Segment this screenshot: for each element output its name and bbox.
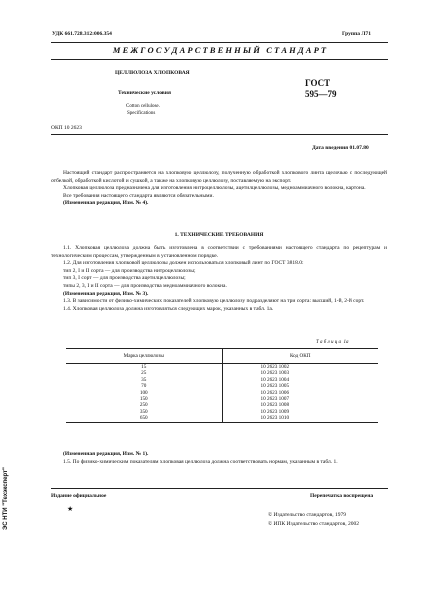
linter-type-1: тип 2, I и II сорта — для производства нитроцеллюлозы; [63,267,196,274]
table-cell-okp: 10 2623 1010 [222,415,378,422]
copyright-2002: © ИПК Издательство стандартов, 2002 [268,521,359,527]
section-1-body [51,245,387,313]
clause-1-1: 1.1. Хлопковая целлюлоза должна быть изготовлена в соответствии с требованиями настоящего стандарта по рецептурам и технологическим процессам, утвержденным в установленном порядке. [51,245,387,259]
clause-1-5: 1.5. По физико-химическим показателям хлопковая целлюлоза должна соответствовать нормам, указанным в табл. 1. [63,458,338,465]
table-cell-okp: 10 2623 1002 [260,364,290,370]
banner-rule [51,59,388,60]
okp-rule [51,134,388,135]
star-icon: ★ [67,505,74,513]
linter-type-2: тип 3, I сорт — для производства ацетилцеллюлозы; [63,275,186,282]
gost-number: 595—79 [305,89,337,99]
copyright-1979: © Издательство стандартов, 1979 [268,512,346,518]
clause-1-2: 1.2. Для изготовления хлопковой целлюлозы должен использоваться хлопковый линт по ГОСТ 3818.0: [63,260,304,267]
table-cell-grade: 15 [66,364,222,371]
table-1a [66,348,378,423]
table-edition-note: (Измененная редакция, Изм. № 1). [63,451,149,457]
effective-date-label: Дата введения [312,145,349,151]
table-cell-grade: 25 [66,370,222,376]
table-cell-okp: 10 2623 1009 [260,408,290,415]
table-header-grade: Марка целлюлозы [66,349,222,364]
table-cell-okp: 10 2623 1003 [260,370,290,377]
section-1-edition-note: (Измененная редакция, Изм. № 3). [63,290,149,297]
reprint-notice: Перепечатка воспрещена [310,493,374,499]
official-edition: Издание официальное [51,493,107,499]
english-title-2: Specifications [127,111,156,116]
table-row [66,364,378,371]
table-cell-grade: 150 [66,396,222,402]
table-header-okp-code: Код ОКП [222,349,378,364]
table-label: Т а б л и ц а 1а [316,340,349,345]
table-cell-grade: 35 [66,377,222,383]
table-header-row [66,349,378,364]
document-title: ЦЕЛЛЮЛОЗА ХЛОПКОВАЯ [115,70,190,76]
table-cell-grade: 350 [66,409,222,415]
table-cell-okp: 10 2623 1006 [260,389,290,396]
section-1-title: 1. ТЕХНИЧЕСКИЕ ТРЕБОВАНИЯ [174,232,264,238]
table-cell-okp: 10 2623 1004 [260,376,290,383]
standard-banner: М Е Ж Г О С У Д А Р С Т В Е Н Н Ы Й С Т А Н Д А Р Т [112,45,327,55]
group-code: Группа Л71 [342,31,371,37]
table-cell-grade: 70 [66,383,222,389]
table-row [66,415,378,422]
clause-1-3: 1.3. В зависимости от физико-химических показателей хлопковую целлюлозу подразделяют на три сорта: высший, 1-й, 2-й сорт. [63,298,365,305]
table-cell-okp: 10 2623 1008 [260,402,290,409]
footer-rule [51,488,388,489]
udk-code: УДК 661.728.312:006.354 [52,31,112,37]
intro-paragraph-1: Настоящий стандарт распространяется на хлопковую целлюлозу, полученную обработкой хлопкового линта щелочью с последующей отбелкой, обработкой кислотой и сушкой, а также на хлопковую целлюлозу, поставляемую на экспорт. [51,170,387,184]
intro-edition-note: (Измененная редакция, Изм. № 4). [63,200,149,207]
table-cell-grade: 650 [66,415,222,422]
intro-block [51,170,387,208]
linter-type-3: типы 2, 3, I и II сорта — для производства медноаммиачного волокна. [63,282,227,289]
table-cell-grade: 100 [66,390,222,396]
clause-1-4: 1.4. Хлопковая целлюлоза должна изготовляться следующих марок, указанных в табл. 1а. [63,305,274,312]
table-cell-okp: 10 2623 1005 [260,383,290,390]
effective-date-value: 01.07.80 [349,145,369,151]
english-title-1: Cotton cellulose. [126,104,160,109]
document-subtitle: Технические условия [118,90,171,96]
table-cell-grade: 250 [66,402,222,408]
intro-paragraph-2: Хлопковая целлюлоза предназначена для изготовления нитроцеллюлозы, ацетилцеллюлозы, медноаммиачного волокна, картона. [63,185,366,192]
effective-date [312,145,369,152]
okp-code: ОКП 10 2623 [51,125,82,131]
gost-label: ГОСТ [305,78,331,88]
after-table-block [51,451,387,466]
top-rule [51,42,388,43]
intro-paragraph-3: Все требования настоящего стандарта являются обязательными. [63,192,214,199]
table-cell-okp: 10 2623 1007 [260,396,290,403]
side-stamp: ЭС НТИ "Техэксперт" [3,467,9,530]
